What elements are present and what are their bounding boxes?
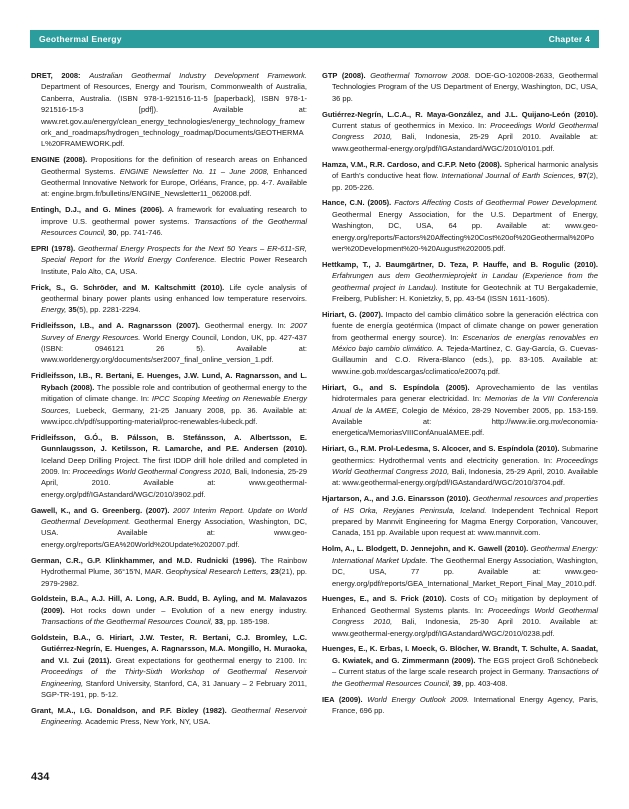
chapter-label: Chapter 4 (548, 34, 590, 44)
reference-text: (21), pp. 2979-2982. (41, 567, 307, 588)
reference-item (31, 555, 307, 589)
reference-item (322, 543, 598, 589)
page-number: 434 (31, 771, 50, 783)
reference-text: Bali, Indonesia, 25-30 April 2010. Available at: www.geothermal-energy.org/pdf/IGAstandard/WGC/2010/0238.pdf. (332, 617, 598, 638)
reference-text: Department of Resources, Energy and Tourism, Commonwealth of Australia, Canberra, Australia. (ISBN 978-1-921516-11-5 [paperback], ISBN 978-1-921516-15-3 [pdf]). Available at: www.ret.gov.au/energy/clean_energy_technologies/energy_technology_framework_and_roadmaps/hydrogen_technology_roadmap/Documents/GEOTHERMAL%20FRAMEWORK.pdf. (41, 82, 307, 149)
reference-authors: 97 (578, 171, 587, 181)
reference-authors: Frick, S., G. Schröder, and M. Kaltschmitt (2010). (31, 282, 230, 292)
reference-text: Bali, Indonesia, 25-29 April 2010. Available at: www.geothermal-energy.org/pdf/IGAstandard/WGC/2010/0101.pdf. (332, 132, 598, 153)
reference-text: Colegio de México, 28-29 November 2005, pp. 153-159. Available at: http://www.iie.org.mx/economia-energetica/MemoriasVIIIConfAnualAMEE.pdf. (332, 405, 598, 438)
reference-authors: German, C.R., G.P. Klinkhammer, and M.D. Rudnicki (1996). (31, 555, 261, 565)
reference-item (31, 320, 307, 366)
reference-title: Geothermal Energy Prospects for the Next 50 Years – ER-611-SR, Special Report for the World Energy Conference. (41, 243, 308, 265)
reference-title: Geothermal Tomorrow 2008. (370, 71, 475, 80)
reference-authors: Huenges, E., and S. Frick (2010). (322, 594, 451, 604)
reference-authors: Goldstein, B.A., G. Hiriart, J.W. Tester, R. Bertani, C.J. Bromley, L.C. Gutiérrez-Negrín, E. Huenges, A. Ragnarsson, M.A. Mongillo, H. Muraoka, and V.I. Zui (2011). (31, 633, 307, 665)
reference-item (322, 593, 598, 639)
reference-text: Academic Press, New York, NY, USA. (85, 717, 211, 727)
reference-authors: Gawell, K., and G. Greenberg. (2007). (31, 505, 174, 515)
reference-text: Electric Power Research Institute, Palo Alto, CA, USA. (41, 255, 307, 276)
reference-title: Escenarios de energías renovables en México bajo cambio climático. (332, 332, 598, 354)
reference-item (31, 282, 307, 316)
reference-authors: 35 (68, 305, 77, 315)
reference-title: Australian Geothermal Industry Development Framework. (89, 71, 307, 80)
reference-text: Geothermal energy. In: (204, 321, 291, 331)
reference-title: 2007 Interim Report. Update on World Geothermal Development. (41, 505, 308, 527)
reference-title: Transactions of the Geothermal Resources Council, (41, 216, 308, 238)
document-title: Geothermal Energy (39, 34, 122, 44)
reference-authors: Hiriart, G. (2007). (322, 309, 386, 319)
reference-title: Transactions of the Geothermal Resources Council, (332, 667, 599, 688)
reference-authors: Entingh, D.J., and G. Mines (2006). (31, 205, 169, 215)
reference-item (31, 370, 307, 427)
reference-text: Impacto del cambio climático sobre la generación eléctrica con fuente de energía geotérmica (Impact of climate change on power generation from geothermal energy source). In: (332, 309, 598, 342)
reference-text: Bali, Indonesia, 25-29 April, 2010. Available at: www.geothermal-energy.org/pdf/IGAstandard/WGC/2010/3902.pdf. (41, 467, 307, 499)
reference-text: Aprovechamiento de las ventilas hidrotermales para generar electricidad. In: (332, 382, 598, 404)
reference-text: , pp. 185-198. (223, 617, 270, 627)
reference-text: (2), pp. 205-226. (332, 171, 598, 192)
reference-item (31, 505, 307, 551)
reference-title: Proceedings World Geothermal Congress 2010, (332, 455, 598, 476)
reference-title: Geophysical Research Letters, (165, 567, 271, 577)
reference-text: , pp. 403-408. (461, 678, 508, 688)
reference-text: Current status of geothermics in Mexico. In: (332, 121, 491, 131)
reference-text: Iceland Deep Drilling Project. The first IDDP drill hole drilled and completed in 2009. In: (41, 455, 307, 476)
reference-item (322, 259, 598, 305)
reference-authors: Hance, C.N. (2005). (322, 198, 395, 208)
references-left-column (31, 70, 307, 732)
reference-authors: GTP (2008). (322, 71, 371, 80)
reference-title: 2007 Survey of Energy Resources. (41, 321, 308, 342)
reference-authors: EPRI (1978). (31, 243, 79, 253)
references-right-column (322, 70, 598, 732)
reference-text: The Rainbow Hydrothermal Plume, 36°15'N, MAR. (41, 555, 307, 577)
reference-item (322, 197, 598, 254)
reference-authors: Fridleifsson, I.B., R. Bertani, E. Huenges, J.W. Lund, A. Ragnarsson, and L. Rybach (2008). (31, 371, 307, 392)
reference-authors: 39 (452, 678, 462, 688)
reference-authors: Holm, A., L. Blodgett, D. Jennejohn, and K. Gawell (2010). (322, 544, 531, 554)
reference-text: Propositions for the definition of research areas on Enhanced Geothermal Systems. (41, 155, 307, 176)
reference-title: World Energy Outlook 2009. (367, 694, 474, 704)
reference-title: Factors Affecting Costs of Geothermal Power Development. (394, 198, 598, 208)
reference-text: , pp. 741-746. (116, 228, 163, 238)
reference-authors: IEA (2009). (322, 694, 368, 704)
reference-authors: Fridleifsson, G.Ó., B. Pálsson, B. Stefánsson, A. Albertsson, E. Gunnlaugsson, J. Ketilsson, R. Lamarche, and P.E. Andersen (2010). (31, 432, 307, 454)
reference-authors: 23 (270, 567, 279, 577)
reference-text: Independent Technical Report prepared by Mannvit Engineering for Magma Energy Corporation, Vancouver, Canada, 151 pp. Available upon request at: www.mannvit.com. (332, 505, 598, 538)
reference-text: World Energy Council, London, UK, pp. 427-437 (ISBN: 0946121 26 5). Available at: www.worldenergy.org/documents/ser2007_final_online_version_1.pdf. (41, 332, 307, 365)
reference-title: Geothermal Reservoir Engineering. (41, 705, 307, 727)
reference-authors: ENGINE (2008). (31, 155, 91, 165)
reference-text: Spherical harmonic analysis of Earth's conductive heat flow. (332, 159, 598, 181)
reference-authors: Hiriart, G., R.M. Prol-Ledesma, S. Alcocer, and S. Espíndola (2010). (322, 444, 562, 454)
reference-item (322, 443, 598, 489)
reference-text: Enhanced Geothermal Innovative Network for Europe, Orléans, France, pp. 4-7. Available at: engine.brgm.fr/bulletins/ENGINE_Newsletter11_062008.pdf. (41, 166, 307, 199)
reference-text: Life cycle analysis of geothermal binary power plants using enhanced low temperature reservoirs. (41, 282, 307, 304)
reference-item (322, 694, 598, 717)
reference-title: Geothermal Energy: International Market Update. (332, 544, 599, 565)
reference-item (31, 593, 307, 627)
reference-authors: Hiriart, G., and S. Espíndola (2005). (322, 382, 477, 392)
reference-authors: Fridleifsson, I.B., and A. Ragnarsson (2007). (31, 321, 205, 331)
reference-authors: Gutiérrez-Negrín, L.C.A., R. Maya-González, and J.L. Quijano-León (2010). (322, 109, 598, 119)
reference-authors: Huenges, E., K. Erbas, I. Moeck, G. Blöcher, W. Brandt, T. Schulte, A. Saadat, G. Kwiatek, and G. Zimmermann (2009). (322, 644, 598, 665)
reference-authors: 30 (108, 228, 117, 238)
reference-text: Geothermal Energy Association, Washington, DC, USA. Available at: www.geo-energy.org/reports/GEA%20World%20Update%202007.pdf. (41, 517, 307, 549)
reference-text: Hot rocks down under – Evolution of a new energy industry. (70, 605, 307, 615)
reference-item (31, 243, 307, 277)
reference-text: Geothermal Energy Association, for the U.S. Department of Energy, Washington, DC, USA, 64 pp. Available at: www.geo-energy.org/reports/Factors%20Affecting%20Cost%20of%20Geothermal%20Power%20Development%20-%20August%202005.pdf. (332, 209, 598, 253)
reference-text: Luebeck, Germany, 21-25 January 2008, pp. 36. Available at: www.ipcc.ch/pdf/supporting-material/proc-renewables-lubeck.pdf. (41, 405, 307, 426)
reference-text: DOE-GO-102008-2633, Geothermal Technologies Program of the US Department of Energy, Washington, DC, USA, 36 pp. (332, 71, 598, 103)
reference-authors: Goldstein, B.A., A.J. Hill, A. Long, A.R. Budd, B. Ayling, and M. Malavazos (2009). (31, 594, 307, 615)
reference-title: Transactions of the Geothermal Resources Council, (41, 617, 215, 627)
reference-text: Great expectations for geothermal energy to 2100. In: (115, 655, 307, 665)
reference-text: International Energy Agency, Paris, France, 696 pp. (332, 694, 598, 715)
reference-authors: Hamza, V.M., R.R. Cardoso, and C.F.P. Neto (2008). (322, 159, 505, 169)
reference-text: Stanford University, Stanford, CA, 31 January – 2 February 2011, SGP-TR-191, pp. 5-12. (41, 678, 307, 700)
reference-item (31, 632, 307, 700)
reference-text: Institute for Geotechnik at TU Bergakademie, Freiberg, Publisher: H. Konietzky, 5, pp. 43-54 (ISSN 1611-1605). (332, 282, 598, 304)
reference-authors: 33 (214, 617, 224, 627)
reference-text: A framework for evaluating research to improve U.S. geothermal power systems. (41, 205, 307, 226)
reference-text: Bali, Indonesia, 25-29 April, 2010. Available at: www.geothermal-energy.org/pdf/IGAstandard/WGC/2010/3704.pdf. (332, 467, 598, 488)
reference-authors: DRET, 2008: (31, 71, 90, 80)
reference-text: (5), pp. 2281-2294. (76, 305, 141, 315)
reference-item (31, 154, 307, 200)
reference-item (31, 705, 307, 728)
reference-item (322, 109, 598, 155)
reference-authors: Hjartarson, A., and J.G. Einarsson (2010). (322, 494, 473, 504)
reference-item (322, 643, 598, 689)
reference-title: Proceedings of the Thirty-Sixth Workshop of Geothermal Reservoir Engineering, (41, 667, 307, 688)
reference-title: Proceedings World Geothermal Congress 2010, (72, 467, 235, 476)
reference-item (31, 432, 307, 500)
reference-item (322, 493, 598, 539)
reference-title: Proceedings World Geothermal Congress 2010, (332, 121, 598, 142)
reference-item (322, 70, 598, 104)
reference-text: The EGS project Groß Schönebeck – Current status of the large scale research project in Germany. (332, 655, 598, 677)
reference-item (31, 204, 307, 238)
reference-item (322, 382, 598, 439)
reference-item (322, 309, 598, 377)
reference-title: Erfahrungen aus dem Geothermieprojekt in Landau (Experience from the geothermal project in Landau). (332, 271, 598, 292)
reference-text: A. Tejeda-Martínez, C. Gay-García, G. Cuevas-Guillaumin and C.O. Rivera-Blanco (eds.), pp. 83-105. Available at: www.ine.gob.mx/descargas/cclimatico/e2007q.pdf. (332, 344, 598, 376)
reference-title: International Journal of Earth Sciences, (441, 171, 579, 181)
reference-item (322, 159, 598, 193)
reference-text: The Geothermal Energy Association, Washington, DC, USA, 77 pp. Available at: www.geo-energy.org/pdf/reports/GEA_International_Market_Report_Final_May_2010.pdf. (332, 555, 598, 588)
page-header-band (30, 30, 599, 48)
reference-title: ENGINE Newsletter No. 11 – June 2008, (119, 166, 274, 176)
reference-title: Proceedings World Geothermal Congress 2010, (332, 605, 598, 627)
reference-title: IPCC Scoping Meeting on Renewable Energy Sources, (41, 394, 307, 415)
reference-text: Submarine geothermics: Hydrothermal vents and electricity generation. In: (332, 444, 598, 465)
reference-title: Energy, (41, 305, 69, 315)
references-section (31, 70, 598, 732)
reference-title: Memorias de la VIII Conferencia Anual de la AMEE, (332, 394, 598, 415)
reference-text: The possible role and contribution of geothermal energy to the mitigation of climate change. In: (41, 382, 307, 404)
reference-authors: Grant, M.A., I.G. Donaldson, and P.F. Bixley (1982). (31, 705, 232, 715)
reference-authors: Hettkamp, T., J. Baumgärtner, D. Teza, P. Hauffe, and B. Rogulic (2010). (322, 259, 598, 269)
reference-item (31, 70, 307, 150)
reference-text: Costs of CO₂ mitigation by deployment of Enhanced Geothermal Systems plants. In: (332, 594, 598, 615)
reference-title: Geothermal resources and properties of HS Orka, Reyjanes Peninsula, Iceland. (332, 494, 599, 515)
